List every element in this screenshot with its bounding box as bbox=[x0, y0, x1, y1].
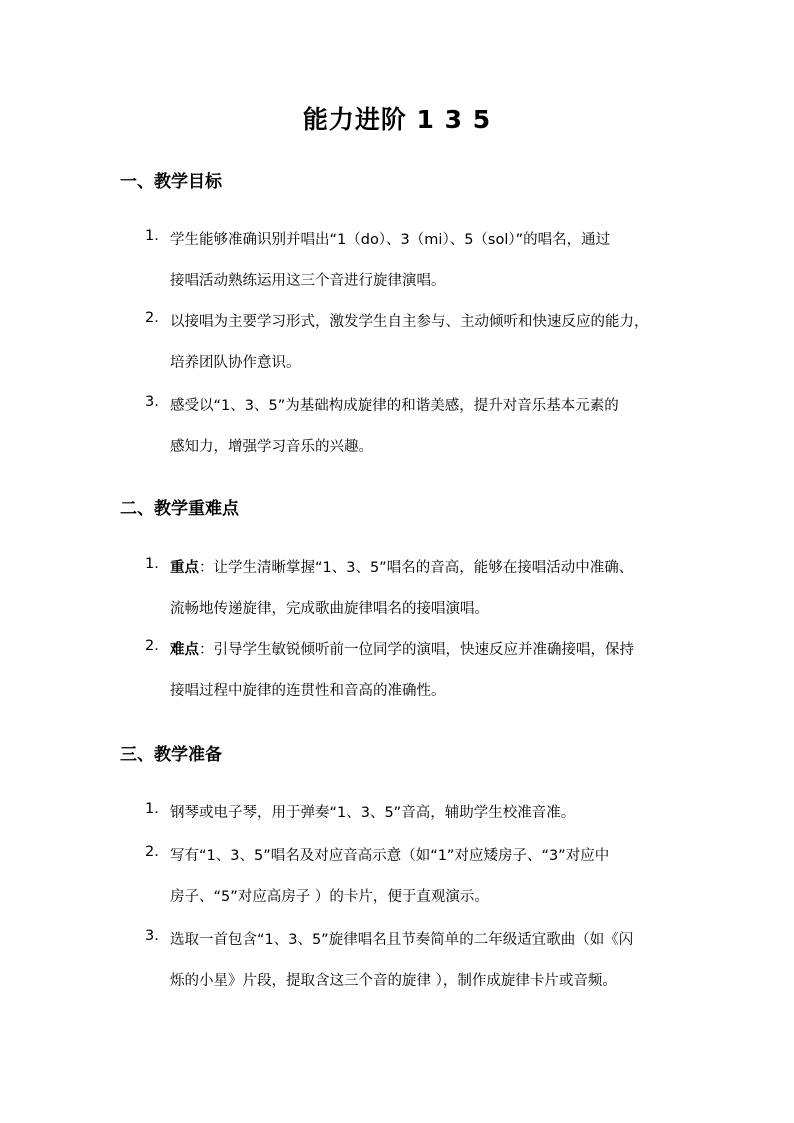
section-heading-goals: 一、教学目标 bbox=[120, 172, 222, 192]
item-number: 2. bbox=[145, 310, 159, 326]
item-number: 2. bbox=[145, 638, 159, 654]
item-text-line: 烁的小星》片段，提取含这三个音的旋律 ），制作成旋律卡片或音频。 bbox=[170, 973, 617, 989]
section-heading-key-points: 二、教学重难点 bbox=[120, 499, 239, 519]
item-label: 难点 bbox=[170, 642, 199, 658]
item-text-line: 写有“1、3、5”唱名及对应音高示意（如“1”对应矮房子、“3”对应中 bbox=[170, 848, 610, 864]
item-text-line bbox=[170, 556, 633, 577]
item-text-line: 选取一首包含“1、3、5”旋律唱名且节奏简单的二年级适宜歌曲（如《闪 bbox=[170, 932, 634, 948]
item-text-line: 感受以“1、3、5”为基础构成旋律的和谐美感，提升对音乐基本元素的 bbox=[170, 398, 619, 414]
item-number: 1. bbox=[145, 801, 159, 817]
item-text-line: 流畅地传递旋律，完成歌曲旋律唱名的接唱演唱。 bbox=[170, 601, 489, 617]
item-label: 重点 bbox=[170, 560, 199, 576]
section-heading-preparation: 三、教学准备 bbox=[120, 745, 222, 765]
item-text: ：让学生清晰掌握“1、3、5”唱名的音高，能够在接唱活动中准确、 bbox=[199, 560, 634, 576]
item-text-line: 培养团队协作意识。 bbox=[170, 355, 301, 371]
item-text-line bbox=[170, 638, 634, 659]
item-number: 1. bbox=[145, 556, 159, 572]
item-text-line: 接唱活动熟练运用这三个音进行旋律演唱。 bbox=[170, 273, 446, 289]
item-text-line: 接唱过程中旋律的连贯性和音高的准确性。 bbox=[170, 683, 446, 699]
item-text-line: 钢琴或电子琴，用于弹奏“1、3、5”音高，辅助学生校准音准。 bbox=[170, 805, 576, 821]
item-text-line: 以接唱为主要学习形式，激发学生自主参与、主动倾听和快速反应的能力， bbox=[170, 314, 649, 330]
item-number: 1. bbox=[145, 228, 159, 244]
item-text-line: 学生能够准确识别并唱出“1（do）、3（mi）、5（sol）”的唱名，通过 bbox=[170, 232, 611, 248]
document-title: 能力进阶 1 3 5 bbox=[302, 105, 492, 134]
item-number: 2. bbox=[145, 844, 159, 860]
item-number: 3. bbox=[145, 928, 159, 944]
item-text-line: 感知力，增强学习音乐的兴趣。 bbox=[170, 439, 373, 455]
item-number: 3. bbox=[145, 394, 159, 410]
item-text-line: 房子、“5”对应高房子 ）的卡片，便于直观演示。 bbox=[170, 889, 489, 905]
item-text: ：引导学生敏锐倾听前一位同学的演唱，快速反应并准确接唱，保持 bbox=[199, 642, 634, 658]
